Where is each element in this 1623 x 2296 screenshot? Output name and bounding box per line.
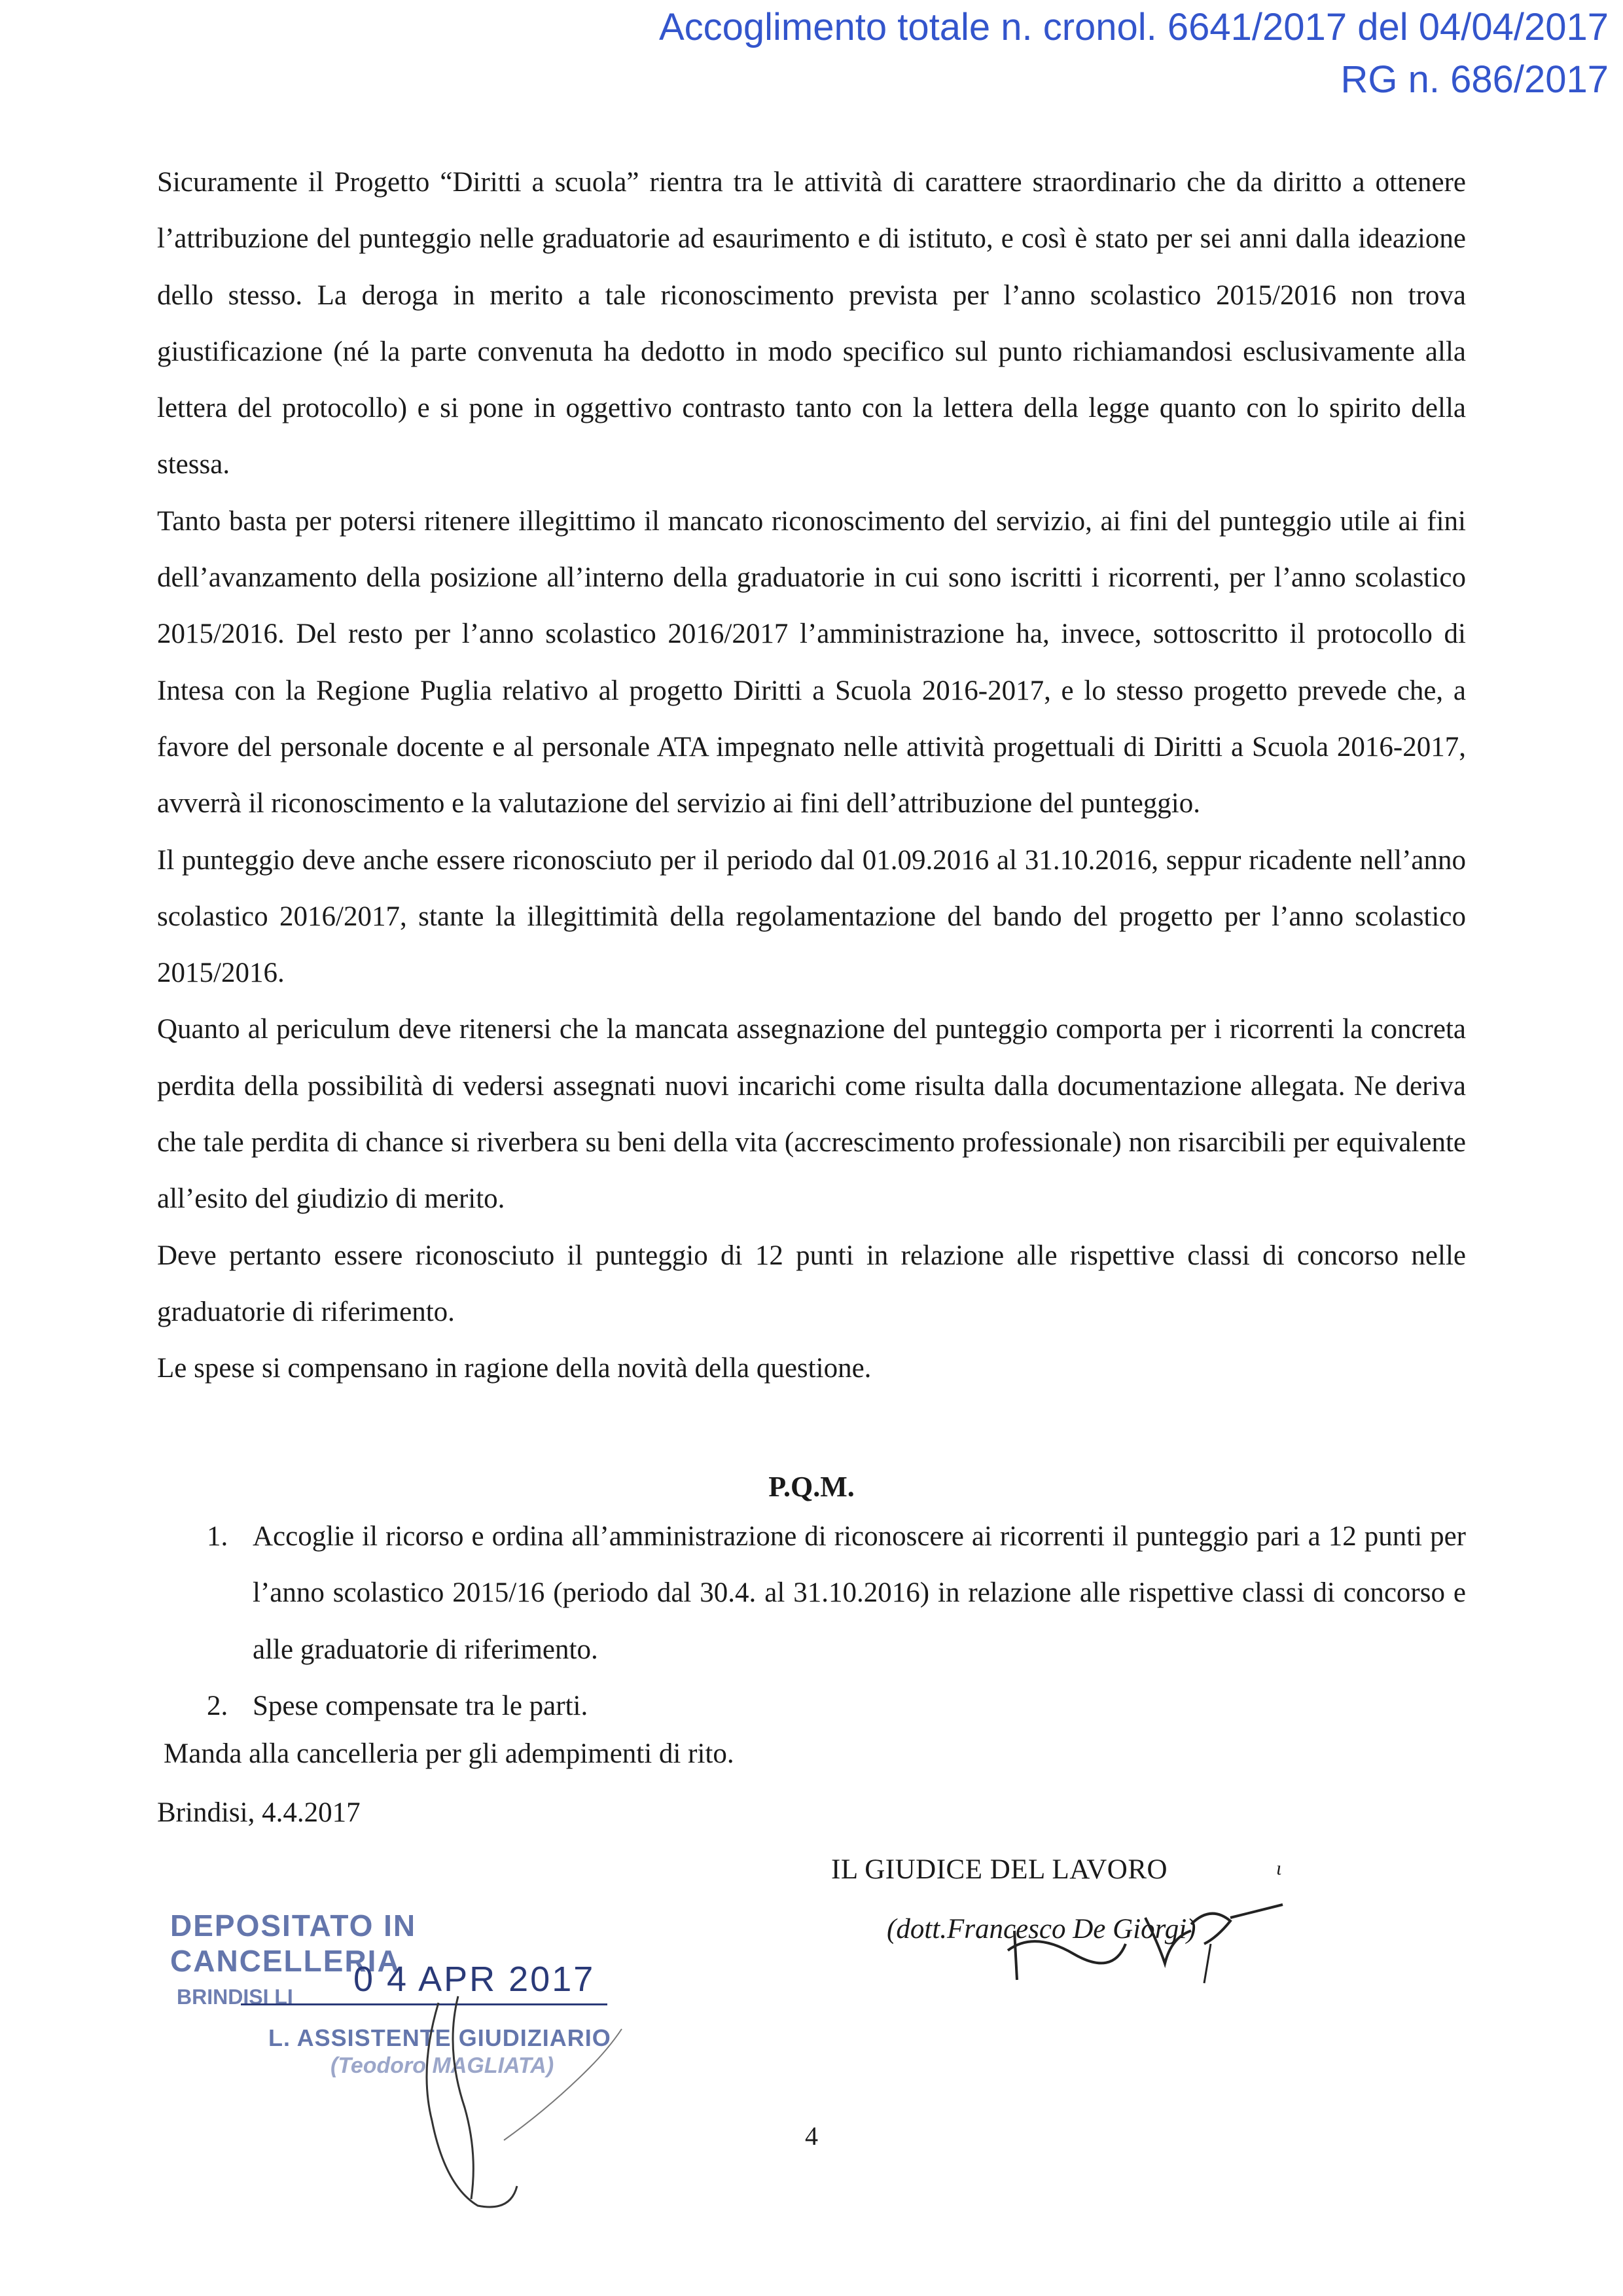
paragraph: Le spese si compensano in ragione della novità della questione. — [157, 1353, 872, 1384]
judge-signature — [995, 1892, 1296, 1990]
margin-mark: ι — [1276, 1857, 1282, 1879]
registry-header-line1: Accoglimento totale n. cronol. 6641/2017 del 04/04/2017 — [658, 6, 1609, 48]
ruling-list — [157, 1509, 1466, 1734]
ruling-item-number: 2. — [207, 1690, 228, 1721]
stamp-line1: DEPOSITATO IN CANCELLERIA — [170, 1909, 417, 1978]
paragraph: Sicuramente il Progetto “Diritti a scuola” rientra tra le attività di carattere straordinario che da diritto a ottenere l’attribuzione del punteggio nelle graduatorie ad esaurimento e di istituto, e così è stato per sei anni dalla ideazione dello stesso. La deroga in merito a tale riconoscimento prevista per l’anno scolastico 2015/2016 non trova giustificazione (né la parte convenuta ha dedotto in modo specifico sul punto richiamandosi esclusivamente alla lettera del protocollo) e si pone in oggettivo contrasto tanto con la lettera della legge quanto con lo spirito della stessa. — [157, 167, 1466, 480]
pqm-heading: P.Q.M. — [768, 1471, 855, 1503]
ruling-item — [157, 1509, 1466, 1678]
document-body — [157, 154, 1466, 1397]
stamp-line4: (Teodoro MAGLIATA) — [330, 2053, 554, 2078]
manda-line: Manda alla cancelleria per gli adempimenti di rito. — [164, 1738, 734, 1769]
ruling-item-text: Accoglie il ricorso e ordina all’amministrazione di riconoscere ai ricorrenti il punteggio pari a 12 punti per l’anno scolastico 2015/16 (periodo dal 30.4. al 31.10.2016) in relazione alle rispettive classi di concorso e alle graduatorie di riferimento. — [253, 1521, 1466, 1665]
paragraph: Tanto basta per potersi ritenere illegittimo il mancato riconoscimento del servizio, ai fini del punteggio utile ai fini dell’avanzamento della posizione all’interno della graduatorie in cui sono iscritti i ricorrenti, per l’anno scolastico 2015/2016. Del resto per l’anno scolastico 2016/2017 l’amministrazione ha, invece, sottoscritto il protocollo di Intesa con la Regione Puglia relativo al progetto Diritti a Scuola 2016-2017, e lo stesso progetto prevede che, a favore del personale docente e al personale ATA impegnato nelle attività progettuali di Diritti a Scuola 2016-2017, avverrà il riconoscimento e la valutazione del servizio ai fini dell’attribuzione del punteggio. — [157, 505, 1466, 819]
ruling-item-number: 1. — [207, 1521, 228, 1552]
stamp-line3: L. ASSISTENTE GIUDIZIARIO — [268, 2024, 611, 2051]
judge-title: IL GIUDICE DEL LAVORO — [831, 1854, 1168, 1885]
paragraph: Il punteggio deve anche essere riconosciuto per il periodo dal 01.09.2016 al 31.10.2016, seppur ricadente nell’anno scolastico 2016/2017, stante la illegittimità della regolamentazione del bando del progetto per l’anno scolastico 2015/2016. — [157, 844, 1466, 989]
stamp-date: 0 4 APR 2017 — [353, 1960, 596, 1999]
stamp-city: BRINDISI LI — [177, 1985, 293, 2009]
ruling-item-text: Spese compensate tra le parti. — [253, 1690, 588, 1721]
clerk-signature — [366, 1990, 641, 2225]
registry-header-line2: RG n. 686/2017 — [1340, 58, 1609, 101]
judge-name: (dott.Francesco De Giorgi) — [887, 1914, 1196, 1945]
paragraph: Deve pertanto essere riconosciuto il punteggio di 12 punti in relazione alle rispettive classi di concorso nelle graduatorie di riferimento. — [157, 1240, 1466, 1327]
paragraph: Quanto al periculum deve ritenersi che la mancata assegnazione del punteggio comporta per i ricorrenti la concreta perdita della possibilità di vedersi assegnati nuovi incarichi come risulta dalla documentazione allegata. Ne deriva che tale perdita di chance si riverbera su beni della vita (accrescimento professionale) non risarcibili per equivalente all’esito del giudizio di merito. — [157, 1014, 1466, 1215]
place-date: Brindisi, 4.4.2017 — [157, 1797, 361, 1828]
page-number: 4 — [805, 2121, 818, 2151]
registry-header — [627, 1, 1609, 106]
ruling-item — [157, 1678, 1466, 1734]
